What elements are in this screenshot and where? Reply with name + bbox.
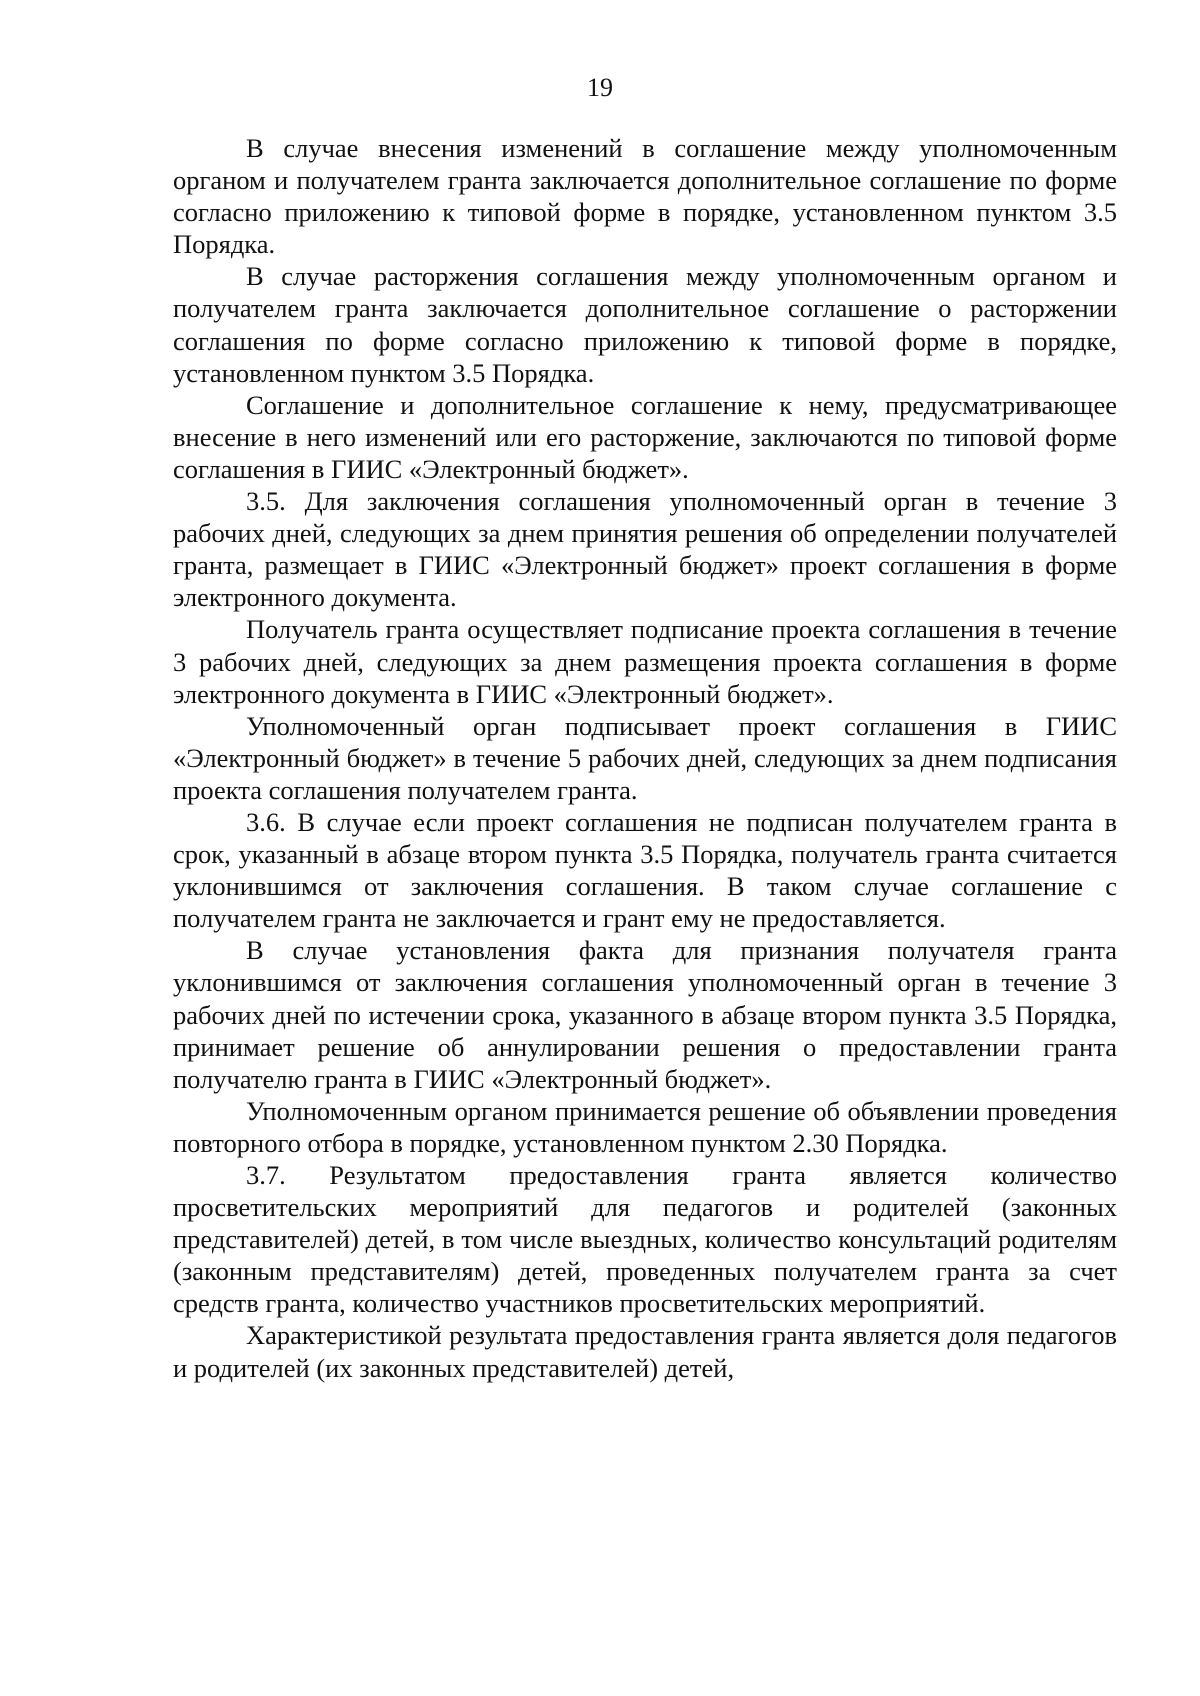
paragraph-repeat-selection: Уполномоченным органом принимается решение об объявлении проведения повторного отбора в порядке, установленном пунктом 2.30 Порядка. xyxy=(173,1095,1117,1158)
paragraph-amendment-agreement: В случае внесения изменений в соглашение между уполномоченным органом и получателем гранта заключается дополнительное соглашение по форме согласно приложению к типовой форме в порядке, установленном пунктом 3.5 Порядка. xyxy=(173,133,1117,260)
paragraph-clause-3-5: 3.5. Для заключения соглашения уполномоченный орган в течение 3 рабочих дней, следующих за днем принятия решения об определении получателей гранта, размещает в ГИИС «Электронный бюджет» проект соглашения в форме электронного документа. xyxy=(173,486,1117,613)
paragraph-standard-form: Соглашение и дополнительное соглашение к нему, предусматривающее внесение в него изменений или его расторжение, заключаются по типовой форме соглашения в ГИИС «Электронный бюджет». xyxy=(173,389,1117,484)
paragraph-termination-agreement: В случае расторжения соглашения между уполномоченным органом и получателем гранта заключается дополнительное соглашение о расторжении соглашения по форме согласно приложению к типовой форме в порядке, установленном пунктом 3.5 Порядка. xyxy=(173,261,1117,388)
paragraph-clause-3-6: 3.6. В случае если проект соглашения не подписан получателем гранта в срок, указанный в абзаце втором пункта 3.5 Порядка, получатель гранта считается уклонившимся от заключения соглашения. В таком случае соглашение с получателем гранта не заключается и грант ему не предоставляется. xyxy=(173,806,1117,934)
paragraph-result-characteristic: Характеристикой результата предоставления гранта является доля педагогов и родителей (их законных представителей) детей, xyxy=(173,1320,1117,1383)
document-body xyxy=(173,132,1117,1384)
paragraph-clause-3-7: 3.7. Результатом предоставления гранта является количество просветительских мероприятий для педагогов и родителей (законных представителей) детей, в том числе выездных, количество консультаций родителям (законным представителям) детей, проведенных получателем гранта за счет средств гранта, количество участников просветительских мероприятий. xyxy=(173,1160,1117,1319)
page-number: 19 xyxy=(587,73,613,102)
paragraph-evasion-decision: В случае установления факта для признания получателя гранта уклонившимся от заключения соглашения уполномоченный орган в течение 3 рабочих дней по истечении срока, указанного в абзаце втором пункта 3.5 Порядка, принимает решение об аннулировании решения о предоставлении гранта получателю гранта в ГИИС «Электронный бюджет». xyxy=(173,935,1117,1094)
paragraph-authority-signing: Уполномоченный орган подписывает проект соглашения в ГИИС «Электронный бюджет» в течение 5 рабочих дней, следующих за днем подписания проекта соглашения получателем гранта. xyxy=(173,710,1117,805)
paragraph-recipient-signing: Получатель гранта осуществляет подписание проекта соглашения в течение 3 рабочих дней, следующих за днем размещения проекта соглашения в форме электронного документа в ГИИС «Электронный бюджет». xyxy=(173,614,1117,709)
